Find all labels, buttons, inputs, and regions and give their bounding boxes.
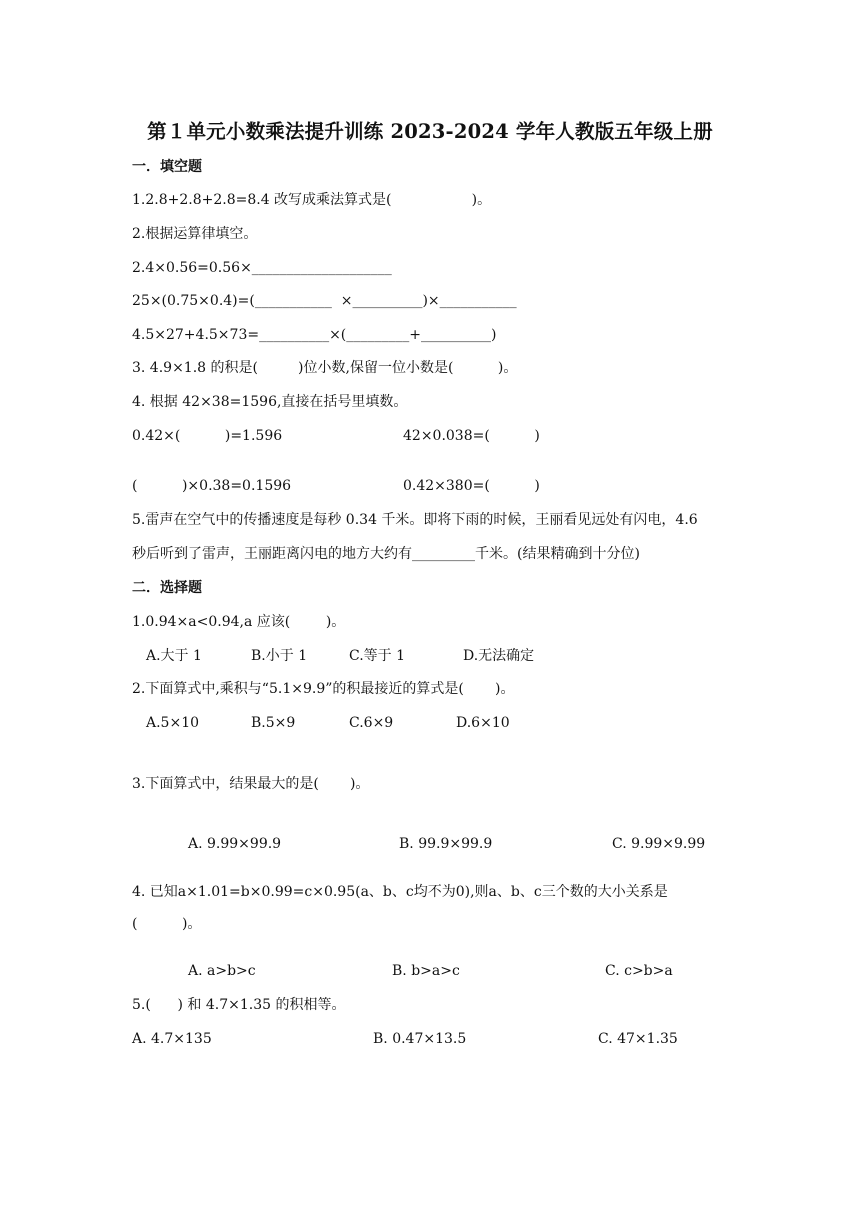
question-1-2-line-2: 25×(0.75×0.4)=(___________ ×__________)×___________ [132, 293, 517, 309]
question-2-4-stem: 4. 已知a×1.01=b×0.99=c×0.95(a、b、c均不为0),则a、b、c三个数的大小关系是 [132, 884, 668, 900]
question-2-4-stem-line-2: ( )。 [132, 916, 202, 932]
question-2-5-option-c: C. 47×1.35 [598, 1031, 678, 1047]
question-1-4-stem: 4. 根据 42×38=1596,直接在括号里填数。 [132, 394, 408, 410]
question-2-3-stem: 3.下面算式中，结果最大的是( )。 [132, 776, 370, 792]
question-2-1-option-a: A.大于 1 [146, 648, 202, 664]
question-2-2-option-a: A.5×10 [146, 715, 200, 731]
page-title: 第１单元小数乘法提升训练 2023-2024 学年人教版五年级上册 [147, 120, 713, 143]
question-2-2-option-d: D.6×10 [456, 715, 510, 731]
question-1-4-item-b: 42×0.038=( ) [403, 428, 540, 444]
question-2-5-option-a: A. 4.7×135 [132, 1031, 212, 1047]
question-2-3-option-b: B. 99.9×99.9 [399, 836, 493, 852]
question-1-4-item-d: 0.42×380=( ) [403, 478, 540, 494]
question-1-1: 1.2.8+2.8+2.8=8.4 改写成乘法算式是( )。 [132, 192, 492, 208]
question-1-2-line-1: 2.4×0.56=0.56×____________________ [132, 260, 392, 276]
question-2-2-option-b: B.5×9 [251, 715, 296, 731]
question-1-5-line-1: 5.雷声在空气中的传播速度是每秒 0.34 千米。即将下雨的时候，王丽看见远处有闪电，4.6 [132, 512, 698, 528]
question-2-4-option-b: B. b>a>c [392, 963, 460, 979]
section-heading-multiple-choice: 二．选择题 [132, 580, 202, 596]
question-2-2-stem: 2.下面算式中,乘积与“5.1×9.9”的积最接近的算式是( )。 [132, 681, 515, 697]
question-1-2-line-3: 4.5×27+4.5×73=__________×(_________+__________) [132, 327, 497, 343]
question-1-5-line-2: 秒后听到了雷声，王丽距离闪电的地方大约有_________千米。(结果精确到十分位) [132, 546, 640, 562]
question-2-4-option-a: A. a>b>c [188, 963, 256, 979]
question-2-2-option-c: C.6×9 [349, 715, 394, 731]
question-2-1-option-d: D.无法确定 [463, 648, 535, 664]
question-1-4-item-a: 0.42×( )=1.596 [132, 428, 283, 444]
question-2-3-option-a: A. 9.99×99.9 [188, 836, 282, 852]
question-1-4-item-c: ( )×0.38=0.1596 [132, 478, 292, 494]
question-2-5-stem: 5.( ) 和 4.7×1.35 的积相等。 [132, 997, 346, 1013]
question-2-4-option-c: C. c>b>a [605, 963, 673, 979]
question-2-3-option-c: C. 9.99×9.99 [612, 836, 706, 852]
question-2-5-option-b: B. 0.47×13.5 [373, 1031, 467, 1047]
question-2-1-option-b: B.小于 1 [251, 648, 308, 664]
question-2-1-option-c: C.等于 1 [349, 648, 406, 664]
question-1-3: 3. 4.9×1.8 的积是( )位小数,保留一位小数是( )。 [132, 360, 518, 376]
question-2-1-stem: 1.0.94×a<0.94,a 应该( )。 [132, 614, 346, 630]
question-1-2-stem: 2.根据运算律填空。 [132, 226, 258, 242]
section-heading-fill-in: 一．填空题 [132, 159, 202, 175]
